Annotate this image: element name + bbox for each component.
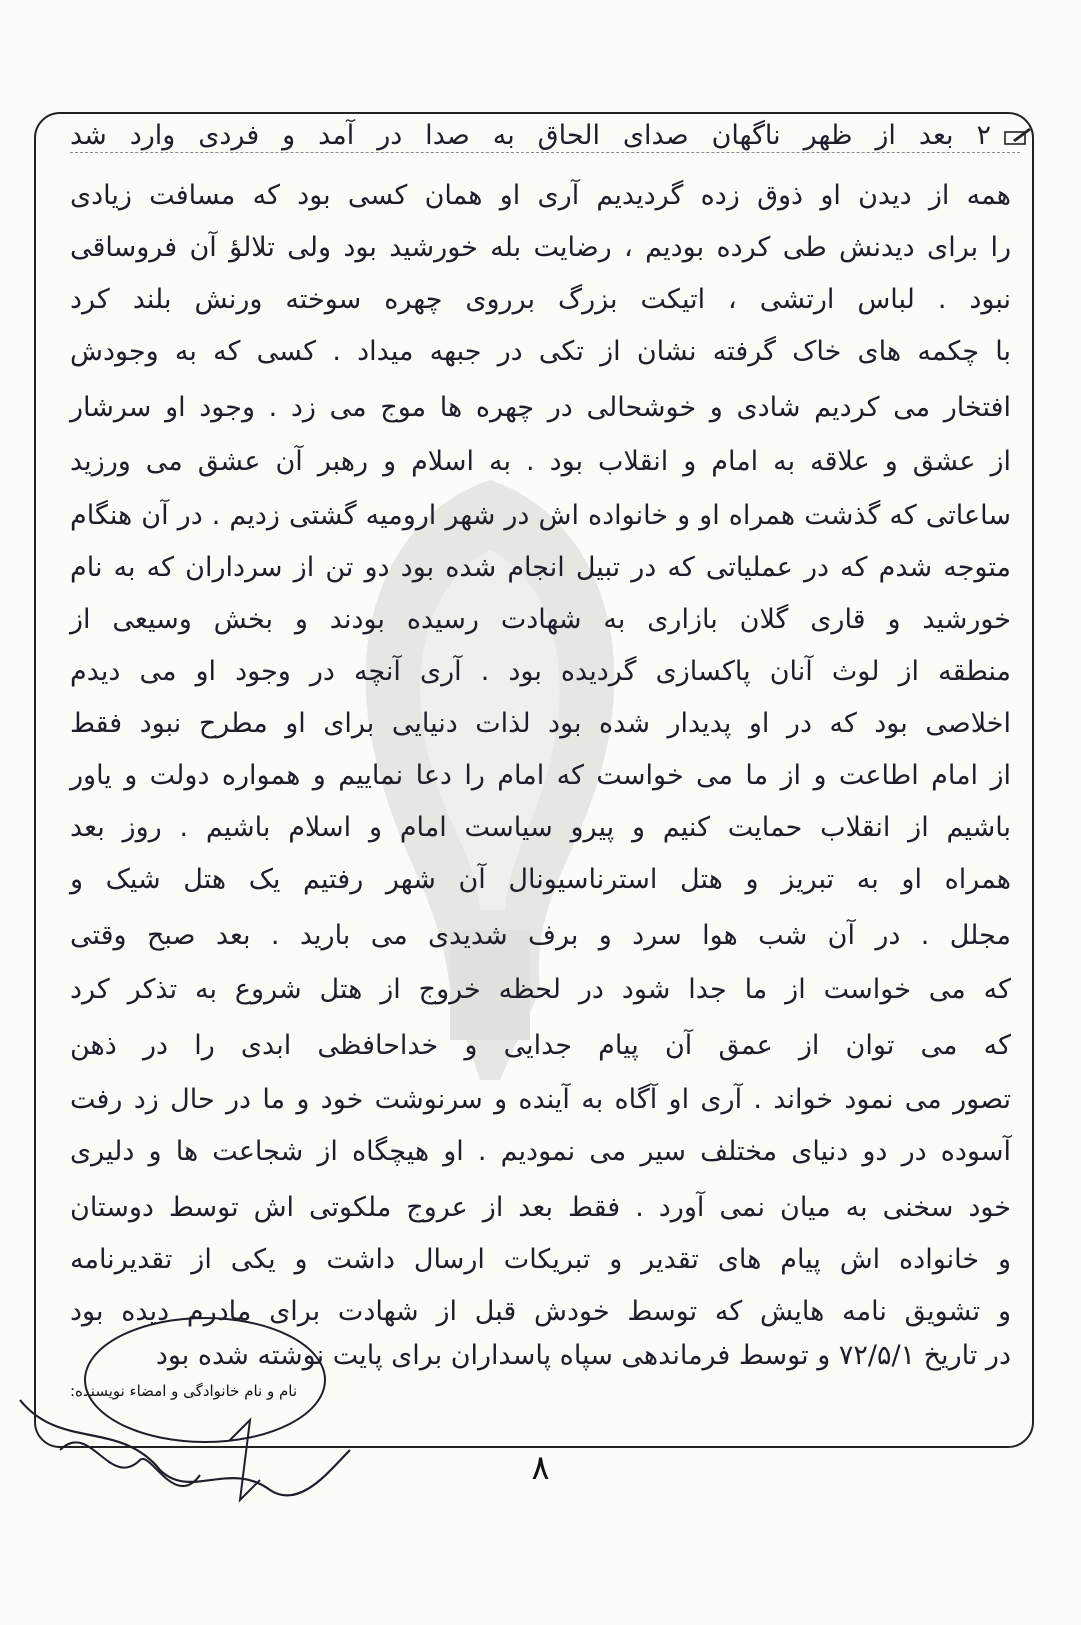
text-line: خورشید و قاری گلان بازاری به شهادت رسیده بودند و بخش وسیعی از <box>70 604 1011 635</box>
text-line: مجلل . در آن شب هوا سرد و برف شدیدی می بارید . بعد صبح وقتی <box>70 920 1011 951</box>
text-line: افتخار می کردیم شادی و خوشحالی در چهره ها موج می زد . وجود او سرشار <box>70 392 1011 423</box>
text-line: متوجه شدم که در عملیاتی که در تبیل انجام شده بود دو تن از سرداران که به نام <box>70 552 1011 583</box>
text-line: و تشویق نامه هایش که توسط خودش قبل از شهادت برای مادرم دیده بود <box>70 1296 1011 1327</box>
text-line: از عشق و علاقه به امام و انقلاب بود . به اسلام و رهبر آن عشق می ورزید <box>70 446 1011 477</box>
text-line: منطقه از لوث آنان پاکسازی گردیده بود . آری آنچه در وجود او می دیدم <box>70 656 1011 687</box>
text-line: تصور می نمود خواند . آری او آگاه به آینده و سرنوشت خود و ما در حال زد رفت <box>70 1084 1011 1115</box>
page-number: ۸ <box>531 1448 550 1488</box>
text-line: باشیم از انقلاب حمایت کنیم و پیرو سیاست امام و اسلام باشیم . روز بعد <box>70 812 1011 843</box>
text-line: از امام اطاعت و از ما می خواست که امام را دعا نماییم و همواره دولت و یاور <box>70 760 1011 791</box>
author-signature-label: نام و نام خانوادگی و امضاء نویسنده: <box>70 1382 298 1400</box>
pen-icon <box>1003 126 1033 148</box>
text-line: را برای دیدنش طی کرده بودیم ، رضایت بله خورشید بود ولی تلالؤ آن فروساقی <box>70 232 1011 263</box>
text-line: همه از دیدن او ذوق زده گردیدیم آری او همان کسی بود که مسافت زیادی <box>70 180 1011 211</box>
text-line: و خانواده اش پیام های تقدیر و تبریکات ارسال داشت و یکی از تقدیرنامه <box>70 1244 1011 1275</box>
text-line: خود سخنی به میان نمی آورد . فقط بعد از عروج ملکوتی اش توسط دوستان <box>70 1192 1011 1223</box>
text-line: ۲ بعد از ظهر ناگهان صدای الحاق به صدا در آمد و فردی وارد شد <box>70 120 991 151</box>
text-line: در تاریخ ۷۲/۵/۱ و توسط فرماندهی سپاه پاسداران برای پایت نوشته شده بود <box>155 1340 1011 1371</box>
text-line: همراه او به تبریز و هتل استرناسیونال آن شهر رفتیم یک هتل شیک و <box>70 864 1011 895</box>
text-line: نبود . لباس ارتشی ، اتیکت بزرگ برروی چهره سوخته ورنش بلند کرد <box>70 284 1011 315</box>
text-line: که می توان از عمق آن پیام جدایی و خداحافظی ابدی را در ذهن <box>70 1030 1011 1061</box>
text-line: اخلاصی بود که در او پدیدار شده بود لذات دنیایی برای او مطرح نبود فقط <box>70 708 1011 739</box>
text-line: با چکمه های خاک گرفته نشان از تکی در جبهه میداد . کسی که به وجودش <box>70 336 1011 367</box>
ruled-line <box>70 152 1020 153</box>
text-line: ساعاتی که گذشت همراه او و خانواده اش در شهر ارومیه گشتی زدیم . در آن هنگام <box>70 500 1011 531</box>
text-line: آسوده در دو دنیای مختلف سیر می نمودیم . او هیچگاه از شجاعت ها و دلیری <box>70 1136 1011 1167</box>
text-line: که می خواست از ما جدا شود در لحظه خروج از هتل شروع به تذکر کرد <box>70 974 1011 1005</box>
signature-stamp-icon <box>0 1300 360 1530</box>
